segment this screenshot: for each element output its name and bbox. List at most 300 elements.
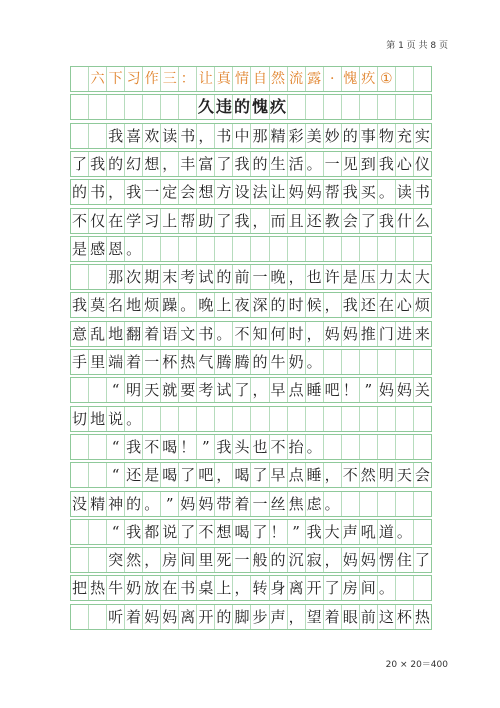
grid-cell: 我 — [215, 435, 233, 459]
grid-cell: 了 — [360, 209, 378, 233]
grid-cell: “ — [107, 435, 125, 459]
grid-cell: 奶 — [125, 576, 143, 600]
grid-cell — [89, 463, 107, 487]
grid-cell: 妈 — [197, 492, 215, 516]
grid-cell: 抬 — [288, 435, 306, 459]
grid-cell: 且 — [288, 209, 306, 233]
grid-cell: 幻 — [125, 152, 143, 176]
grid-cell: 上 — [215, 293, 233, 317]
grid-cell: 离 — [288, 576, 306, 600]
grid-cell: 妈 — [288, 180, 306, 204]
grid-cell: 疚 — [270, 95, 288, 119]
grid-cell: 夜 — [233, 293, 251, 317]
grid-cell: 我 — [125, 435, 143, 459]
grid-cell: 热 — [89, 576, 107, 600]
grid-cell: 在 — [161, 576, 179, 600]
grid-cell: 明 — [125, 378, 143, 402]
grid-cell: 妈 — [306, 180, 324, 204]
grid-cell — [378, 407, 396, 431]
grid-cell: 三 — [161, 67, 179, 91]
grid-cell — [89, 265, 107, 289]
grid-cell: 还 — [125, 463, 143, 487]
grid-cell: 的 — [251, 152, 269, 176]
essay-line-row — [70, 151, 432, 177]
essay-line-row — [70, 491, 432, 517]
header-line-row — [70, 66, 432, 92]
grid-cell: ， — [251, 378, 269, 402]
grid-cell: 在 — [107, 209, 125, 233]
grid-cell: 我 — [71, 293, 89, 317]
grid-cell: 不 — [342, 463, 360, 487]
grid-cell: 脚 — [233, 605, 251, 629]
grid-cell — [360, 407, 378, 431]
grid-cell: 不 — [233, 322, 251, 346]
grid-cell — [342, 407, 360, 431]
grid-cell — [414, 520, 431, 544]
grid-cell — [161, 407, 179, 431]
grid-cell: 也 — [251, 435, 269, 459]
grid-cell: 恩 — [107, 237, 125, 261]
grid-cell: 着 — [324, 605, 342, 629]
grid-cell: 会 — [414, 465, 430, 484]
grid-cell — [414, 350, 431, 374]
essay-line-row — [70, 292, 432, 318]
grid-cell: 房 — [342, 576, 360, 600]
grid-cell: 了 — [414, 550, 430, 569]
grid-cell: 考 — [197, 378, 215, 402]
grid-cell: 深 — [251, 293, 269, 317]
grid-cell: 一 — [251, 492, 269, 516]
grid-cell: 一 — [324, 152, 342, 176]
grid-cell: 神 — [107, 492, 125, 516]
grid-cell: 了 — [215, 209, 233, 233]
grid-cell: 头 — [233, 435, 251, 459]
grid-cell: 间 — [179, 548, 197, 572]
grid-cell: 愣 — [378, 548, 396, 572]
grid-cell: 太 — [396, 265, 414, 289]
grid-cell: 开 — [197, 605, 215, 629]
grid-cell: 烦 — [143, 293, 161, 317]
grid-cell — [71, 435, 89, 459]
grid-cell: 说 — [161, 520, 179, 544]
grid-cell: 都 — [143, 520, 161, 544]
grid-cell — [89, 378, 107, 402]
grid-cell: 生 — [270, 152, 288, 176]
grid-cell — [378, 492, 396, 516]
grid-cell: 身 — [270, 576, 288, 600]
grid-cell — [324, 350, 342, 374]
grid-cell: 烦 — [414, 295, 430, 314]
grid-cell — [251, 237, 269, 261]
grid-cell: 的 — [215, 265, 233, 289]
grid-cell: 读 — [396, 180, 414, 204]
grid-cell: 我 — [89, 152, 107, 176]
grid-cell: 上 — [161, 209, 179, 233]
grid-cell: 喝 — [161, 463, 179, 487]
grid-cell — [89, 435, 107, 459]
grid-cell — [414, 492, 431, 516]
grid-cell: 了 — [179, 520, 197, 544]
grid-cell: 意 — [71, 322, 89, 346]
grid-cell: 切 — [71, 407, 89, 431]
grid-cell: ！ — [270, 520, 288, 544]
grid-cell: 地 — [107, 322, 125, 346]
grid-cell — [414, 95, 431, 119]
grid-cell — [414, 407, 431, 431]
grid-cell — [288, 407, 306, 431]
grid-cell — [378, 350, 396, 374]
grid-cell — [396, 492, 414, 516]
grid-cell: 点 — [288, 378, 306, 402]
grid-cell — [396, 407, 414, 431]
grid-cell: 时 — [288, 322, 306, 346]
grid-cell: 。 — [125, 237, 143, 261]
grid-cell: 着 — [233, 492, 251, 516]
grid-cell — [414, 435, 431, 459]
grid-cell: 助 — [197, 209, 215, 233]
grid-cell: 里 — [197, 548, 215, 572]
grid-cell — [306, 95, 324, 119]
grid-cell: 六 — [89, 67, 107, 91]
grid-cell: ， — [251, 209, 269, 233]
grid-cell: 把 — [71, 576, 89, 600]
grid-cell: 精 — [89, 492, 107, 516]
essay-line-row — [70, 462, 432, 488]
grid-cell: ” — [288, 520, 306, 544]
grid-cell: 早 — [270, 378, 288, 402]
grid-cell: 妙 — [324, 124, 342, 148]
grid-cell: 书 — [89, 180, 107, 204]
grid-cell: 。 — [378, 180, 396, 204]
essay-line-row — [70, 321, 432, 347]
grid-cell: 道 — [378, 520, 396, 544]
grid-cell — [71, 95, 89, 119]
grid-cell: 然 — [125, 548, 143, 572]
grid-cell: 法 — [251, 180, 269, 204]
grid-cell: · — [324, 67, 342, 91]
grid-cell: 说 — [107, 407, 125, 431]
grid-cell: 沉 — [288, 548, 306, 572]
grid-cell: 方 — [215, 180, 233, 204]
grid-cell — [324, 237, 342, 261]
grid-cell: 露 — [306, 67, 324, 91]
grid-cell: 来 — [414, 324, 430, 343]
grid-cell: 开 — [306, 576, 324, 600]
grid-cell — [378, 237, 396, 261]
grid-cell: 。 — [125, 407, 143, 431]
grid-cell — [414, 237, 431, 261]
grid-cell: 着 — [125, 350, 143, 374]
grid-cell: 妈 — [342, 548, 360, 572]
grid-cell: 妈 — [179, 492, 197, 516]
grid-cell: 腾 — [215, 350, 233, 374]
grid-cell: ① — [378, 67, 396, 91]
grid-cell — [197, 237, 215, 261]
grid-cell: 热 — [179, 350, 197, 374]
grid-cell: 力 — [378, 265, 396, 289]
grid-cell — [89, 605, 107, 629]
essay-line-row — [70, 236, 432, 262]
grid-cell: 手 — [71, 350, 89, 374]
composition-grid-paper — [70, 66, 432, 648]
essay-title-row — [70, 94, 432, 120]
grid-cell: 让 — [270, 180, 288, 204]
grid-cell: 我 — [233, 152, 251, 176]
essay-line-row — [70, 123, 432, 149]
grid-cell: 期 — [143, 265, 161, 289]
grid-cell: 。 — [306, 152, 324, 176]
grid-cell: “ — [107, 520, 125, 544]
grid-cell — [270, 237, 288, 261]
grid-cell: ” — [360, 378, 378, 402]
grid-cell: 妈 — [396, 378, 414, 402]
grid-cell: 情 — [233, 67, 251, 91]
grid-cell — [71, 605, 89, 629]
grid-cell — [396, 576, 414, 600]
grid-cell — [179, 237, 197, 261]
grid-cell — [324, 407, 342, 431]
grid-cell: 前 — [360, 605, 378, 629]
grid-cell: 教 — [324, 209, 342, 233]
grid-cell: ， — [143, 548, 161, 572]
grid-cell — [179, 95, 197, 119]
grid-cell: 大 — [414, 267, 430, 286]
grid-cell: 妈 — [143, 605, 161, 629]
grid-cell: 下 — [107, 67, 125, 91]
grid-cell: 丝 — [270, 492, 288, 516]
grid-cell: 书 — [215, 124, 233, 148]
grid-cell: 地 — [125, 293, 143, 317]
grid-cell: 。 — [378, 576, 396, 600]
grid-cell: 富 — [197, 152, 215, 176]
grid-cell: 流 — [288, 67, 306, 91]
grid-cell: 端 — [107, 350, 125, 374]
grid-cell: 我 — [233, 209, 251, 233]
grid-cell: ， — [197, 124, 215, 148]
grid-cell: 是 — [342, 265, 360, 289]
grid-cell: 作 — [143, 67, 161, 91]
grid-cell: 疚 — [360, 67, 378, 91]
grid-cell: 一 — [143, 350, 161, 374]
grid-cell — [378, 435, 396, 459]
grid-cell — [360, 95, 378, 119]
grid-cell: 见 — [342, 152, 360, 176]
grid-cell: 放 — [143, 576, 161, 600]
grid-cell: ！ — [342, 378, 360, 402]
grid-cell: 帮 — [179, 209, 197, 233]
grid-cell: 吧 — [324, 378, 342, 402]
grid-cell — [161, 237, 179, 261]
grid-cell — [71, 124, 89, 148]
grid-cell: 不 — [197, 520, 215, 544]
grid-cell: 莫 — [89, 293, 107, 317]
grid-cell: 活 — [288, 152, 306, 176]
grid-cell: 住 — [396, 548, 414, 572]
grid-cell: 中 — [233, 124, 251, 148]
grid-cell: 感 — [89, 237, 107, 261]
grid-cell: 躁 — [161, 293, 179, 317]
grid-cell — [71, 67, 89, 91]
grid-cell: 我 — [306, 520, 324, 544]
grid-cell: 喝 — [233, 520, 251, 544]
grid-cell: 妈 — [324, 322, 342, 346]
grid-cell: 想 — [143, 152, 161, 176]
grid-cell — [71, 548, 89, 572]
grid-cell: 压 — [360, 265, 378, 289]
grid-cell: “ — [107, 378, 125, 402]
grid-cell: 许 — [324, 265, 342, 289]
essay-line-row — [70, 406, 432, 432]
grid-cell: 声 — [342, 520, 360, 544]
grid-cell: 上 — [215, 576, 233, 600]
grid-cell — [396, 95, 414, 119]
grid-cell — [342, 95, 360, 119]
grid-cell: 愧 — [251, 95, 269, 119]
grid-cell: 喜 — [125, 124, 143, 148]
grid-cell: 的 — [251, 350, 269, 374]
grid-cell: 睡 — [306, 463, 324, 487]
grid-cell: 突 — [107, 548, 125, 572]
grid-count-label: 20 × 20＝400 — [385, 660, 448, 670]
grid-cell: 我 — [107, 124, 125, 148]
grid-cell: 般 — [251, 548, 269, 572]
grid-cell: 。 — [179, 293, 197, 317]
grid-cell — [233, 407, 251, 431]
grid-cell: 地 — [89, 407, 107, 431]
grid-cell: 的 — [71, 180, 89, 204]
grid-cell: 了 — [215, 152, 233, 176]
grid-cell: 何 — [270, 322, 288, 346]
grid-cell: 然 — [360, 463, 378, 487]
grid-cell — [360, 435, 378, 459]
grid-cell — [342, 435, 360, 459]
grid-cell: 。 — [306, 435, 324, 459]
grid-cell: 不 — [71, 209, 89, 233]
grid-cell — [396, 350, 414, 374]
grid-cell: 妈 — [360, 548, 378, 572]
grid-cell — [161, 95, 179, 119]
grid-cell: 。 — [306, 350, 324, 374]
grid-cell: 声 — [270, 605, 288, 629]
grid-cell: 了 — [324, 576, 342, 600]
grid-cell — [414, 576, 431, 600]
grid-cell: 天 — [396, 463, 414, 487]
grid-cell: 事 — [360, 124, 378, 148]
grid-cell — [360, 237, 378, 261]
grid-cell: ， — [324, 548, 342, 572]
grid-cell: 明 — [378, 463, 396, 487]
grid-cell: 早 — [270, 463, 288, 487]
grid-cell: 试 — [197, 265, 215, 289]
grid-cell: 着 — [143, 322, 161, 346]
grid-cell — [396, 67, 414, 91]
grid-cell: 在 — [378, 293, 396, 317]
grid-cell: 死 — [215, 548, 233, 572]
grid-cell — [143, 407, 161, 431]
grid-cell: 听 — [107, 605, 125, 629]
grid-cell: 会 — [342, 209, 360, 233]
grid-cell: 一 — [143, 180, 161, 204]
grid-cell: 心 — [396, 152, 414, 176]
grid-cell: 时 — [288, 293, 306, 317]
essay-line-row — [70, 604, 432, 630]
grid-cell: 桌 — [197, 576, 215, 600]
grid-cell: 丰 — [179, 152, 197, 176]
grid-cell: 末 — [161, 265, 179, 289]
grid-cell: 充 — [396, 124, 414, 148]
grid-cell — [89, 124, 107, 148]
grid-cell: 热 — [414, 607, 430, 626]
grid-cell: 晚 — [197, 293, 215, 317]
grid-cell: 天 — [143, 378, 161, 402]
grid-cell: 买 — [360, 180, 378, 204]
grid-cell — [270, 407, 288, 431]
grid-cell: 离 — [179, 605, 197, 629]
grid-cell: ： — [179, 67, 197, 91]
grid-cell: 知 — [251, 322, 269, 346]
grid-cell — [233, 237, 251, 261]
grid-cell: 翻 — [125, 322, 143, 346]
grid-cell — [179, 407, 197, 431]
grid-cell: 的 — [270, 293, 288, 317]
grid-cell — [197, 407, 215, 431]
grid-cell: 喝 — [233, 463, 251, 487]
grid-cell: 定 — [161, 180, 179, 204]
grid-cell: 不 — [143, 435, 161, 459]
grid-cell: 实 — [414, 126, 430, 145]
grid-cell — [342, 237, 360, 261]
grid-cell: 寂 — [306, 548, 324, 572]
grid-cell — [396, 237, 414, 261]
grid-cell: 愧 — [342, 67, 360, 91]
grid-cell: 一 — [233, 548, 251, 572]
grid-cell — [324, 435, 342, 459]
grid-cell: ！ — [179, 435, 197, 459]
grid-cell: 想 — [197, 180, 215, 204]
grid-cell: 那 — [107, 265, 125, 289]
grid-cell: 气 — [197, 350, 215, 374]
grid-cell: 。 — [324, 492, 342, 516]
grid-cell: 间 — [360, 576, 378, 600]
grid-cell: ， — [288, 605, 306, 629]
grid-cell — [143, 95, 161, 119]
grid-cell — [288, 237, 306, 261]
grid-cell: 精 — [270, 124, 288, 148]
grid-cell: 没 — [71, 492, 89, 516]
grid-cell: 也 — [306, 265, 324, 289]
grid-cell: 。 — [396, 520, 414, 544]
grid-cell: 着 — [125, 605, 143, 629]
grid-cell: 欢 — [143, 124, 161, 148]
grid-cell — [215, 407, 233, 431]
grid-cell: 设 — [233, 180, 251, 204]
grid-cell — [251, 407, 269, 431]
grid-cell: 我 — [125, 180, 143, 204]
grid-cell: ， — [233, 576, 251, 600]
grid-cell: “ — [107, 463, 125, 487]
grid-cell: 考 — [179, 265, 197, 289]
grid-cell — [143, 237, 161, 261]
grid-cell: 了 — [71, 152, 89, 176]
essay-line-row — [70, 575, 432, 601]
grid-cell: 不 — [270, 435, 288, 459]
grid-cell: 自 — [251, 67, 269, 91]
grid-cell — [71, 265, 89, 289]
grid-cell: 的 — [107, 152, 125, 176]
grid-cell: 这 — [378, 605, 396, 629]
grid-cell: 转 — [251, 576, 269, 600]
grid-cell: 望 — [306, 605, 324, 629]
